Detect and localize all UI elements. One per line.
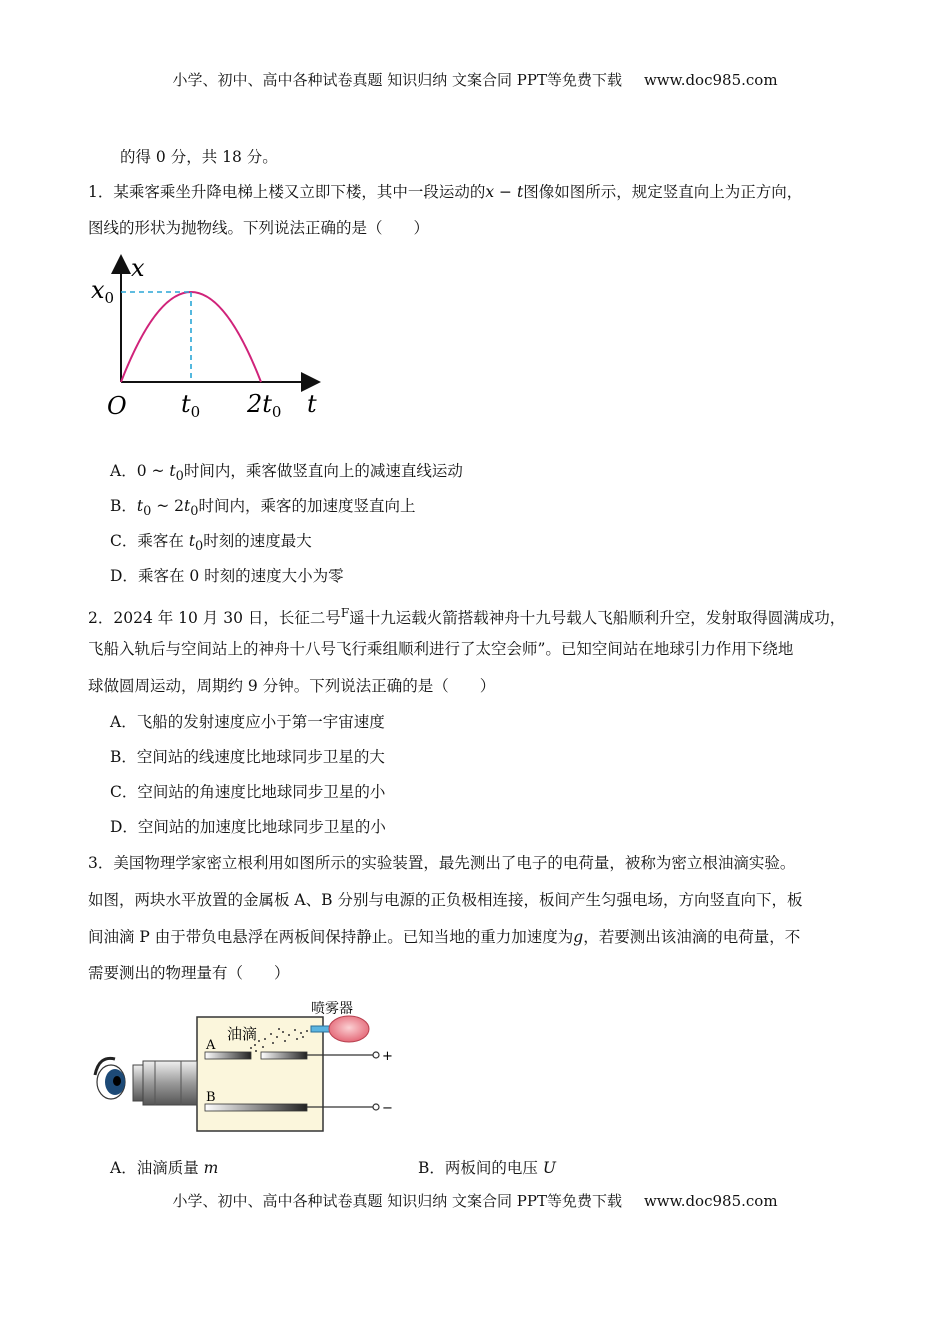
q1-option-c-post: 时刻的速度最大 xyxy=(203,532,312,550)
footer-text: 小学、初中、高中各种试卷真题 知识归纳 文案合同 PPT等免费下载 xyxy=(172,1192,622,1210)
q3-option-a[interactable] xyxy=(110,1158,218,1178)
footer-url[interactable]: www.doc985.com xyxy=(643,1192,778,1210)
q3-stem-post: ，若要测出该油滴的电荷量，不 xyxy=(583,928,801,946)
2t0-label: $2t_0$ xyxy=(247,390,282,421)
q1-option-b-sub1: 0 xyxy=(143,504,152,520)
terminal-minus xyxy=(373,1104,379,1110)
page-footer xyxy=(0,1191,950,1211)
q1-option-a-t: t xyxy=(169,462,176,480)
q1-option-d[interactable] xyxy=(110,566,344,586)
q3-stem-line1: 3．美国物理学家密立根利用如图所示的实验装置，最先测出了电子的电荷量，被称为密立根油滴实验。 xyxy=(88,854,796,872)
q3-stem-g: g xyxy=(573,928,584,946)
eyepiece xyxy=(133,1065,143,1101)
q1-option-d-label: D． xyxy=(110,567,138,585)
q1-stem-line1 xyxy=(88,182,802,202)
q1-option-a-label: A． xyxy=(110,462,137,480)
plate-b xyxy=(205,1104,307,1111)
header-url[interactable]: www.doc985.com xyxy=(643,71,778,89)
q1-option-c-t: t xyxy=(188,532,196,550)
q1-option-b-post: 时间内，乘客的加速度竖直向上 xyxy=(198,497,416,515)
section-intro: 的得 0 分，共 18 分。 xyxy=(120,148,278,166)
q1-xt-graph xyxy=(85,250,335,430)
q3-stem-line4: 需要测出的物理量有（ ） xyxy=(88,964,290,982)
plate-a-left xyxy=(205,1052,251,1059)
q1-option-b-mid: ~ 2 xyxy=(151,497,185,515)
eye-pupil xyxy=(113,1076,121,1086)
q1-option-a-post: 时间内，乘客做竖直向上的减速直线运动 xyxy=(183,462,463,480)
q1-option-c[interactable] xyxy=(110,531,312,557)
origin-label: O xyxy=(107,392,127,420)
terminal-plus xyxy=(373,1052,379,1058)
q1-option-b[interactable] xyxy=(110,496,416,522)
q1-option-d-text: 乘客在 0 时刻的速度大小为零 xyxy=(137,567,344,585)
q1-option-a-sub: 0 xyxy=(175,469,184,485)
q3-option-a-var: m xyxy=(203,1159,219,1177)
chamber-box xyxy=(197,1017,323,1131)
q1-option-a[interactable] xyxy=(110,461,463,487)
q1-stem-post: 图像如图所示，规定竖直向上为正方向， xyxy=(523,183,803,201)
q1-option-c-pre: 乘客在 xyxy=(137,532,189,550)
q2-stem-mark: F xyxy=(340,606,350,620)
plate-a-label: A xyxy=(206,1038,216,1053)
q2-stem-line3: 球做圆周运动，周期约 9 分钟。下列说法正确的是（ ） xyxy=(88,677,496,695)
q3-option-b-text: B．两板间的电压 xyxy=(418,1159,543,1177)
header-text: 小学、初中、高中各种试卷真题 知识归纳 文案合同 PPT等免费下载 xyxy=(172,71,622,89)
q3-millikan-figure xyxy=(85,995,405,1140)
q3-option-a-text: A．油滴质量 xyxy=(110,1159,204,1177)
q3-stem-line3 xyxy=(88,927,800,947)
q1-option-b-t1: t xyxy=(136,497,144,515)
q2-stem-post: 遥十九运载火箭搭载神舟十九号载人飞船顺利升空，发射取得圆满成功， xyxy=(349,609,846,628)
q3-option-b[interactable] xyxy=(418,1158,556,1178)
droplet-label: 油滴 xyxy=(227,1025,258,1043)
plus-label: + xyxy=(382,1049,393,1064)
q2-stem-line1 xyxy=(88,603,845,628)
q3-option-b-var: U xyxy=(542,1159,556,1177)
q3-stem-pre: 间油滴 P 由于带负电悬浮在两板间保持静止。已知当地的重力加速度为 xyxy=(88,928,574,946)
t0-label: $t_0$ xyxy=(181,390,201,421)
q1-stem-math: x − t xyxy=(485,183,524,201)
q2-option-a[interactable]: A．飞船的发射速度应小于第一宇宙速度 xyxy=(110,713,385,731)
q1-option-b-label: B． xyxy=(110,497,137,515)
q1-stem-pre: 1．某乘客乘坐升降电梯上楼又立即下楼，其中一段运动的 xyxy=(88,183,486,201)
microscope-tube xyxy=(143,1061,197,1105)
x0-label: $x_0$ xyxy=(91,276,115,307)
q1-option-c-sub: 0 xyxy=(195,539,204,555)
q2-option-c[interactable]: C．空间站的角速度比地球同步卫星的小 xyxy=(110,783,386,801)
q1-option-c-label: C． xyxy=(110,532,138,550)
sprayer-bulb xyxy=(329,1016,369,1042)
q2-stem-line2: 飞船入轨后与空间站上的神舟十八号飞行乘组顺利进行了太空会师”。已知空间站在地球引力作用下绕地 xyxy=(88,640,794,658)
plate-a-right xyxy=(261,1052,307,1059)
q2-option-d[interactable]: D．空间站的加速度比地球同步卫星的小 xyxy=(110,818,386,836)
plate-b-label: B xyxy=(206,1090,216,1105)
q2-stem-pre: 2．2024 年 10 月 30 日，长征二号 xyxy=(88,609,341,628)
sprayer-nozzle xyxy=(311,1026,331,1032)
q3-stem-line2: 如图，两块水平放置的金属板 A、B 分别与电源的正负极相连接，板间产生匀强电场，方向竖直向下，板 xyxy=(88,891,803,909)
x-axis-label: x xyxy=(131,254,145,282)
page-header xyxy=(0,70,950,90)
sprayer-label: 喷雾器 xyxy=(311,1001,353,1017)
q1-stem-line2: 图线的形状为抛物线。下列说法正确的是（ ） xyxy=(88,219,430,237)
t-axis-label: t xyxy=(307,390,317,418)
q1-option-a-pre: 0 ~ xyxy=(136,462,170,480)
q2-option-b[interactable]: B．空间站的线速度比地球同步卫星的大 xyxy=(110,748,385,766)
q1-option-b-sub2: 0 xyxy=(190,504,199,520)
minus-label: − xyxy=(382,1101,393,1116)
q1-option-b-t2: t xyxy=(184,497,191,515)
